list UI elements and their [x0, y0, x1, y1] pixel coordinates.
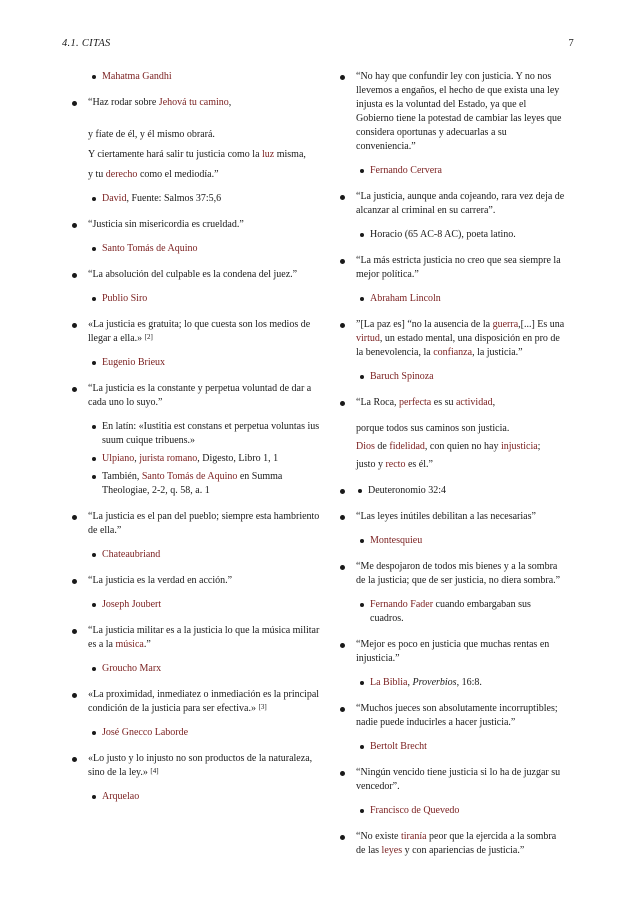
right-column — [336, 70, 566, 870]
attribution — [356, 370, 566, 384]
quote-item — [68, 318, 320, 370]
quote-link[interactable]: tiranía — [401, 831, 427, 842]
quote-text: ; — [537, 441, 541, 452]
quote-link[interactable]: recto — [385, 459, 406, 470]
quote-link[interactable]: injusticia — [501, 441, 538, 452]
bullet-icon — [360, 233, 364, 237]
quote-item — [336, 70, 566, 178]
source-text: , 16:8. — [456, 677, 482, 688]
bullet-icon — [360, 681, 364, 685]
bullet-icon — [92, 553, 96, 557]
author-link[interactable]: Baruch Spinoza — [370, 371, 434, 382]
bullet-icon — [340, 323, 345, 328]
attribution — [356, 292, 566, 306]
quote-text: de — [374, 441, 390, 452]
quote-text: “Justicia sin misericordia es crueldad.” — [88, 219, 244, 230]
left-column — [68, 70, 320, 816]
footnote-ref[interactable]: [4] — [150, 767, 159, 775]
quote-link[interactable]: confianza — [433, 347, 473, 358]
source-text: , Fuente: Salmos 37:5,6 — [126, 193, 222, 204]
bullet-icon — [340, 195, 345, 200]
bullet-icon — [92, 75, 96, 79]
author-link[interactable]: Fernando Fader — [370, 599, 434, 610]
quote-item — [68, 752, 320, 804]
attribution — [88, 242, 320, 256]
quote-item — [336, 702, 566, 754]
author-link[interactable]: Groucho Marx — [102, 663, 162, 674]
quote-link[interactable]: guerra — [492, 319, 519, 330]
quote-line: porque todos sus caminos son justicia. — [356, 423, 510, 434]
quote-item — [336, 766, 566, 818]
attribution — [356, 740, 566, 754]
quote-item — [68, 218, 320, 256]
bullet-icon — [340, 707, 345, 712]
quote-line — [88, 148, 320, 162]
quote-text: Y ciertamente hará salir tu justicia como la — [88, 149, 263, 160]
attribution — [356, 228, 566, 242]
quote-link[interactable]: fidelidad — [389, 441, 425, 452]
bullet-icon — [360, 539, 364, 543]
quote-text: como el mediodía.” — [137, 169, 219, 180]
bullet-icon — [360, 603, 364, 607]
author-link[interactable]: Eugenio Brieux — [102, 357, 166, 368]
quote-text: es él.” — [405, 459, 433, 470]
quote-item — [336, 318, 566, 384]
quote-text: , con quien no hay — [424, 441, 501, 452]
quote-item — [68, 574, 320, 612]
quote-text: “La justicia es la verdad en acción.” — [88, 575, 233, 586]
bullet-icon — [72, 579, 77, 584]
page-number: 7 — [568, 38, 574, 49]
quote-text: “Mejor es poco en justicia que muchas rentas en injusticia.” — [356, 639, 550, 664]
bullet-icon — [360, 169, 364, 173]
quote-line — [356, 440, 566, 454]
attribution — [356, 676, 566, 690]
quote-line — [356, 458, 566, 472]
attribution — [356, 804, 566, 818]
author-link[interactable]: Francisco de Quevedo — [370, 805, 460, 816]
section-header: 4.1. CITAS — [62, 38, 111, 49]
author-link[interactable]: Joseph Joubert — [102, 599, 162, 610]
quote-item — [68, 688, 320, 740]
source-text: en Summa Theologiae, 2-2, q. 58, a. 1 — [102, 471, 283, 496]
bullet-icon — [92, 795, 96, 799]
quote-item — [68, 624, 320, 676]
quote-link[interactable]: perfecta — [399, 397, 432, 408]
bullet-icon — [340, 259, 345, 264]
quote-text: “La justicia, aunque anda cojeando, rara vez deja de alcanzar al criminal en su carrera”. — [356, 191, 565, 216]
quote-item — [68, 268, 320, 306]
bullet-icon — [340, 515, 345, 520]
source-text: , Digesto, Libro 1, 1 — [197, 453, 279, 464]
quote-link[interactable]: leyes — [381, 845, 403, 856]
bullet-icon — [340, 401, 345, 406]
attribution — [88, 192, 320, 206]
quote-item — [336, 560, 566, 626]
attribution — [356, 534, 566, 548]
quote-text: , — [492, 397, 496, 408]
author-link[interactable]: Montesquieu — [370, 535, 423, 546]
attribution — [354, 484, 566, 498]
quote-item — [336, 254, 566, 306]
attribution — [88, 356, 320, 370]
author-link[interactable]: jurista romano — [139, 453, 198, 464]
attribution — [356, 164, 566, 178]
quote-text: “No hay que confundir ley con justicia. Y no nos llevemos a engaños, el hecho de que exista una ley injusta es la voluntad del Estado, ya que el Gobierno tiene la potestad de cambiar las leyes que considera oportunas y adecuarlas a su conveniencia.” — [356, 71, 562, 152]
quote-text: “No existe — [356, 831, 401, 842]
quote-text: justo y — [356, 459, 386, 470]
quote-item — [68, 96, 320, 206]
quote-link[interactable]: Jehová tu camino — [158, 97, 229, 108]
attribution — [88, 726, 320, 740]
bullet-icon — [92, 667, 96, 671]
quote-text: “La justicia militar es a la justicia lo que la música militar es a la — [88, 625, 320, 650]
bullet-icon — [92, 297, 96, 301]
quote-link[interactable]: virtud — [356, 333, 380, 344]
bullet-icon — [340, 75, 345, 80]
quote-item — [336, 484, 566, 498]
quote-text: , — [228, 97, 232, 108]
quote-item — [68, 382, 320, 498]
bullet-icon — [72, 323, 77, 328]
bullet-icon — [92, 603, 96, 607]
bullet-icon — [360, 297, 364, 301]
source-text: En latín: «Iustitia est constans et perpetua voluntas ius suum cuique tribuens.» — [102, 421, 320, 446]
bullet-icon — [72, 387, 77, 392]
quote-text: , la justicia.” — [472, 347, 523, 358]
source-text: También, — [102, 471, 142, 482]
quote-text: “Ningún vencido tiene justicia si lo ha de juzgar su vencedor”. — [356, 767, 561, 792]
bullet-icon — [72, 515, 77, 520]
author-link[interactable]: Santo Tomás de Aquino — [102, 243, 198, 254]
author-link[interactable]: Santo Tomás de Aquino — [141, 471, 238, 482]
quote-item — [336, 396, 566, 472]
quote-text: «La proximidad, inmediatez o inmediación es la principal condición de la justicia para ser efectiva.» — [88, 689, 320, 714]
quote-link[interactable]: derecho — [105, 169, 138, 180]
quote-link[interactable]: Dios — [356, 441, 375, 452]
quote-link[interactable]: luz — [262, 149, 275, 160]
author-link[interactable]: Arquelao — [102, 791, 140, 802]
source-text: cuando embargaban sus cuadros. — [370, 599, 531, 624]
bullet-icon — [340, 643, 345, 648]
bullet-icon — [92, 475, 96, 479]
attribution — [356, 598, 566, 626]
quote-item — [336, 830, 566, 858]
author-link[interactable]: Bertolt Brecht — [370, 741, 427, 752]
bullet-icon — [340, 565, 345, 570]
bullet-icon — [360, 809, 364, 813]
bullet-icon — [360, 375, 364, 379]
quote-item — [336, 510, 566, 548]
bullet-icon — [340, 489, 345, 494]
bullet-icon — [340, 771, 345, 776]
quote-text: “La justicia es el pan del pueblo; siempre esta hambriento de ella.” — [88, 511, 320, 536]
quote-text: ”[La paz es] “no la ausencia de la — [356, 319, 493, 330]
bullet-icon — [340, 835, 345, 840]
bullet-icon — [92, 247, 96, 251]
quote-text: «Lo justo y lo injusto no son productos de la naturaleza, sino de la ley.» — [88, 753, 313, 778]
bullet-icon — [360, 745, 364, 749]
quote-text: y tu — [88, 169, 106, 180]
quote-text: “Muchos jueces son absolutamente incorruptibles; nadie puede inducirles a hacer justicia.” — [356, 703, 558, 728]
quote-text: misma, — [274, 149, 306, 160]
attribution — [88, 470, 320, 498]
quote-item — [68, 510, 320, 562]
quote-item — [336, 190, 566, 242]
author-link[interactable]: La Biblia — [370, 677, 408, 688]
attribution — [88, 598, 320, 612]
attribution — [88, 548, 320, 562]
quote-line: y fíate de él, y él mismo obrará. — [88, 129, 215, 140]
source-text: , — [134, 453, 140, 464]
footnote-ref[interactable]: [3] — [258, 703, 267, 711]
source-text: Horacio (65 AC-8 AC), poeta latino. — [370, 229, 516, 240]
source-text: , — [407, 677, 413, 688]
quote-text: y con apariencias de justicia.” — [402, 845, 525, 856]
bullet-icon — [92, 197, 96, 201]
bullet-icon — [72, 101, 77, 106]
source-text: Deuteronomio 32:4 — [368, 485, 447, 496]
quote-link[interactable]: actividad — [455, 397, 493, 408]
quote-text: es su — [431, 397, 456, 408]
quote-text: “Haz rodar sobre — [88, 97, 159, 108]
attribution — [88, 790, 320, 804]
bullet-icon — [72, 757, 77, 762]
attribution — [88, 662, 320, 676]
source-title: Proverbios — [412, 677, 457, 688]
author-link[interactable]: Ulpiano — [102, 453, 135, 464]
bullet-icon — [72, 223, 77, 228]
author-link[interactable]: Chateaubriand — [102, 549, 161, 560]
attribution — [88, 420, 320, 448]
bullet-icon — [92, 425, 96, 429]
author-link[interactable]: Mahatma Gandhi — [102, 71, 172, 82]
quote-text: , un estado mental, una disposición en pro de la benevolencia, la — [356, 333, 560, 358]
bullet-icon — [92, 457, 96, 461]
footnote-ref[interactable]: [2] — [144, 333, 153, 341]
bullet-icon — [72, 693, 77, 698]
quote-text: ,[...] Es una — [518, 319, 565, 330]
bullet-icon — [72, 273, 77, 278]
quote-item — [336, 638, 566, 690]
citation-group — [88, 70, 320, 84]
attribution — [88, 70, 320, 84]
attribution — [88, 452, 320, 466]
author-link[interactable]: José Gnecco Laborde — [102, 727, 189, 738]
author-link[interactable]: Publio Siro — [102, 293, 148, 304]
quote-text: “La Roca, — [356, 397, 400, 408]
quote-text: “La justicia es la constante y perpetua voluntad de dar a cada uno lo suyo.” — [88, 383, 312, 408]
quote-text: “Me despojaron de todos mis bienes y a la sombra de la justicia; que de ser justicia, no diera sombra.” — [356, 561, 561, 586]
bullet-icon — [92, 361, 96, 365]
bullet-icon — [72, 629, 77, 634]
quote-text: .” — [143, 639, 151, 650]
quote-text: peor que la ejercida a la sombra de las — [356, 831, 557, 856]
author-link[interactable]: Abraham Lincoln — [370, 293, 441, 304]
author-link[interactable]: Fernando Cervera — [370, 165, 442, 176]
quote-link[interactable]: música — [115, 639, 144, 650]
quote-text: “La más estricta justicia no creo que sea siempre la mejor política.” — [356, 255, 561, 280]
quote-text: “La absolución del culpable es la condena del juez.” — [88, 269, 298, 280]
quote-text: «La justicia es gratuita; lo que cuesta son los medios de llegar a ella.» — [88, 319, 311, 344]
author-link[interactable]: David — [102, 193, 127, 204]
attribution — [88, 292, 320, 306]
bullet-icon — [92, 731, 96, 735]
quote-line — [88, 168, 320, 182]
quote-text: “Las leyes inútiles debilitan a las necesarias” — [356, 511, 536, 522]
bullet-icon — [358, 489, 362, 493]
